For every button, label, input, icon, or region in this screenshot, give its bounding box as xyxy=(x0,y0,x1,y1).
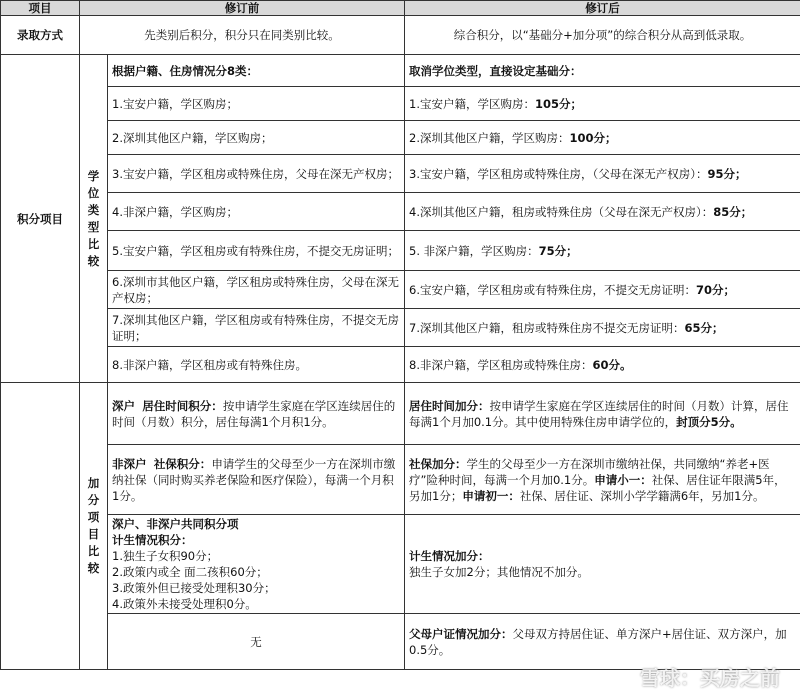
category-before: 4.非深户籍，学区购房； xyxy=(108,193,405,231)
feishen-after-b2: 申请初一： xyxy=(462,488,520,503)
table-row xyxy=(1,87,800,121)
shenhu-label: 深户 xyxy=(112,398,135,413)
bonus-spacer xyxy=(1,383,80,670)
hukou-after-title: 父母户证情况加分： xyxy=(409,626,513,641)
category-after-text: 5. 非深户籍，学区购房： xyxy=(409,243,539,258)
category-after-text: 6.宝安户籍，学区租房或有特殊住房，不提交无房证明： xyxy=(409,282,696,297)
category-after xyxy=(405,309,800,347)
admission-after: 综合积分，以“基础分+加分项”的综合积分从高到低录取。 xyxy=(405,16,800,55)
category-after-score: 85分； xyxy=(713,204,753,219)
category-after-text: 3.宝安户籍，学区租房或特殊住房，（父母在深无产权房）： xyxy=(409,166,708,181)
header-item: 项目 xyxy=(1,1,80,16)
category-after xyxy=(405,87,800,121)
category-after-score: 65分； xyxy=(684,320,724,335)
feishen-after-title: 社保加分： xyxy=(409,456,467,471)
plan-before xyxy=(108,515,405,614)
shenhu-after-cap: 封顶分5分。 xyxy=(676,414,742,429)
category-after-score: 100分； xyxy=(569,130,617,145)
feishen-after-b1: 申请小一： xyxy=(594,472,652,487)
shenhu-after-title: 居住时间加分： xyxy=(409,398,490,413)
category-after xyxy=(405,193,800,231)
table-row xyxy=(1,309,800,347)
points-label: 积分项目 xyxy=(1,55,80,383)
shared-label: 深户、非深户共同积分项 xyxy=(112,517,239,531)
plan-after-text: 独生子女加2分；其他情况不加分。 xyxy=(409,565,589,579)
table-row xyxy=(1,347,800,383)
shenhu-before xyxy=(108,383,405,445)
category-after-score: 95分； xyxy=(707,166,747,181)
category-before: 2.深圳其他区户籍，学区购房； xyxy=(108,121,405,155)
category-after-text: 2.深圳其他区户籍，学区购房： xyxy=(409,130,570,145)
category-before: 8.非深户籍，学区租房或有特殊住房。 xyxy=(108,347,405,383)
category-before-title: 根据户籍、住房情况分8类： xyxy=(108,55,405,87)
category-after-score: 60分。 xyxy=(592,357,632,372)
feishen-before-title: 社保积分： xyxy=(153,456,212,471)
feishen-before xyxy=(108,445,405,515)
category-before: 6.深圳市其他区户籍，学区租房或特殊住房，父母在深无产权房； xyxy=(108,271,405,309)
shenhu-before-title: 居住时间积分： xyxy=(142,398,223,413)
category-after xyxy=(405,271,800,309)
bonus-label: 加分项目比较 xyxy=(80,383,108,670)
header-before: 修订前 xyxy=(80,1,405,16)
plan-item: 4.政策外未接受处理积0分。 xyxy=(112,597,257,611)
category-before: 5.宝安户籍，学区租房或有特殊住房，不提交无房证明； xyxy=(108,231,405,271)
feishen-after-t2: 社保、居住证年限满5年，另加1分； xyxy=(409,472,786,503)
admission-label: 录取方式 xyxy=(1,16,80,55)
hukou-before: 无 xyxy=(108,614,405,670)
shenhu-after-text: 按申请学生家庭在学区连续居住的时间（月数）计算，居住每满1个月加0.1分。其中使用特殊住房申请学位的， xyxy=(409,398,789,429)
category-before: 1.宝安户籍，学区购房； xyxy=(108,87,405,121)
category-after xyxy=(405,231,800,271)
category-after-score: 105分； xyxy=(534,96,582,111)
feishen-after-t1: 学生的父母至少一方在深圳市缴纳社保，共同缴纳“养老+医疗”险种时间，每满一个月加0.1分。 xyxy=(409,456,770,487)
category-after-text: 4.深圳其他区户籍，租房或特殊住房（父母在深无产权房）： xyxy=(409,204,714,219)
plan-item: 3.政策外但已接受处理积30分； xyxy=(112,581,276,595)
category-after-score: 75分； xyxy=(538,243,578,258)
bonus-plan-row xyxy=(1,515,800,614)
category-after-text: 1.宝安户籍，学区购房： xyxy=(409,96,535,111)
category-before: 3.宝安户籍，学区租房或特殊住房，父母在深无产权房； xyxy=(108,155,405,193)
category-after-text: 8.非深户籍，学区租房或特殊住房： xyxy=(409,357,593,372)
table-row xyxy=(1,231,800,271)
plan-after xyxy=(405,515,800,614)
plan-item: 2.政策内或全 面二孩积60分； xyxy=(112,565,268,579)
table-row xyxy=(1,155,800,193)
category-after xyxy=(405,347,800,383)
table-row xyxy=(1,121,800,155)
header-row xyxy=(1,1,800,16)
watermark: 雪球：买房之前 xyxy=(640,666,780,690)
plan-after-title: 计生情况加分： xyxy=(409,549,490,563)
admission-before: 先类别后积分，积分只在同类别比较。 xyxy=(80,16,405,55)
table-row xyxy=(1,271,800,309)
feishen-label: 非深户 xyxy=(112,456,147,471)
hukou-after-text: 父母双方持居住证、单方深户+居住证、双方深户，加0.5分。 xyxy=(409,626,787,657)
category-after-title: 取消学位类型，直接设定基础分： xyxy=(405,55,800,87)
feishen-after-t3: 社保、居住证、深圳小学学籍满6年，另加1分。 xyxy=(519,488,765,503)
table-row xyxy=(1,193,800,231)
bonus-shenhu-row xyxy=(1,383,800,445)
category-after xyxy=(405,121,800,155)
category-label: 学位类型比较 xyxy=(80,55,108,383)
category-after-text: 7.深圳其他区户籍，租房或特殊住房不提交无房证明： xyxy=(409,320,685,335)
feishen-after xyxy=(405,445,800,515)
shenhu-after xyxy=(405,383,800,445)
category-after xyxy=(405,155,800,193)
bonus-feishen-row xyxy=(1,445,800,515)
shenhu-before-text: 按申请学生家庭在学区连续居住的时间（月数）积分，居住每满1个月积1分。 xyxy=(112,398,396,429)
category-after-score: 70分； xyxy=(695,282,735,297)
plan-before-title: 计生情况积分： xyxy=(112,533,193,547)
category-before: 7.深圳其他区户籍，学区租房或有特殊住房，不提交无房证明； xyxy=(108,309,405,347)
admission-row xyxy=(1,16,800,55)
plan-item: 1.独生子女积90分； xyxy=(112,549,219,563)
category-title-row xyxy=(1,55,800,87)
feishen-before-text: 申请学生的父母至少一方在深圳市缴纳社保（同时购买养老保险和医疗保险），每满一个月积1分。 xyxy=(112,456,396,503)
header-after: 修订后 xyxy=(405,1,800,16)
